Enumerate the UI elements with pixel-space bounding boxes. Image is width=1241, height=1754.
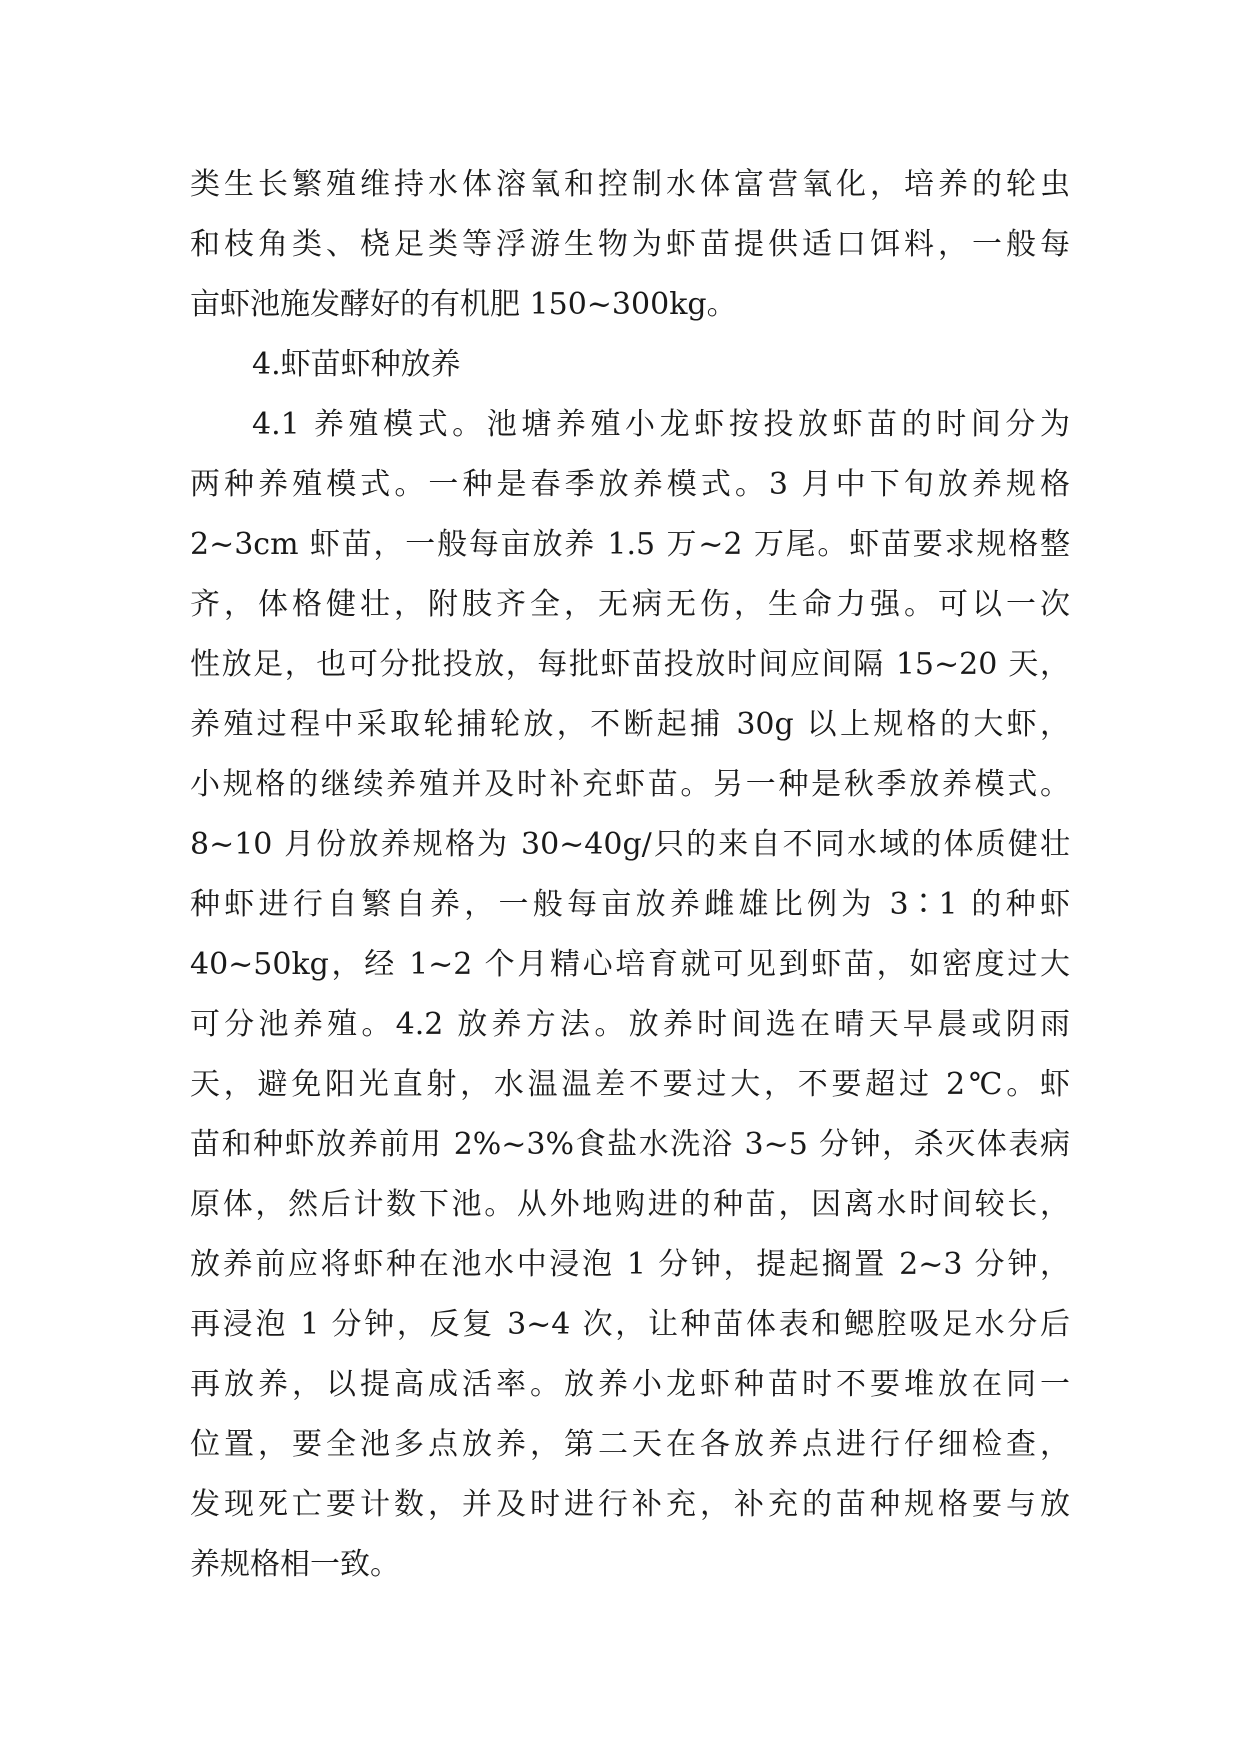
text-line: 位置，要全池多点放养，第二天在各放养点进行仔细检查， bbox=[190, 1427, 1070, 1462]
text-line: 8~10 月份放养规格为 30~40g/只的来自不同水域的体质健壮 bbox=[190, 827, 1070, 862]
text-line: 亩虾池施发酵好的有机肥 150~300kg。 bbox=[190, 287, 737, 322]
text-line: 和枝角类、桡足类等浮游生物为虾苗提供适口饵料，一般每 bbox=[190, 227, 1070, 262]
text-line: 4.1 养殖模式。池塘养殖小龙虾按投放虾苗的时间分为 bbox=[252, 407, 1070, 442]
text-line: 两种养殖模式。一种是春季放养模式。3 月中下旬放养规格 bbox=[190, 467, 1070, 502]
section-heading: 4.虾苗虾种放养 bbox=[252, 347, 461, 382]
text-line: 天，避免阳光直射，水温温差不要过大，不要超过 2℃。虾 bbox=[190, 1067, 1070, 1102]
text-line: 性放足，也可分批投放，每批虾苗投放时间应间隔 15~20 天， bbox=[190, 647, 1070, 682]
text-line: 再浸泡 1 分钟，反复 3~4 次，让种苗体表和鳃腔吸足水分后 bbox=[190, 1307, 1070, 1342]
text-line: 养规格相一致。 bbox=[190, 1547, 400, 1582]
text-line: 小规格的继续养殖并及时补充虾苗。另一种是秋季放养模式。 bbox=[190, 767, 1070, 802]
text-line: 原体，然后计数下池。从外地购进的种苗，因离水时间较长， bbox=[190, 1187, 1070, 1222]
text-line: 可分池养殖。4.2 放养方法。放养时间选在晴天早晨或阴雨 bbox=[190, 1007, 1070, 1042]
text-line: 发现死亡要计数，并及时进行补充，补充的苗种规格要与放 bbox=[190, 1487, 1070, 1522]
text-line: 养殖过程中采取轮捕轮放，不断起捕 30g 以上规格的大虾， bbox=[190, 707, 1070, 742]
text-line: 40~50kg，经 1~2 个月精心培育就可见到虾苗，如密度过大 bbox=[190, 947, 1070, 982]
text-line: 苗和种虾放养前用 2%~3%食盐水洗浴 3~5 分钟，杀灭体表病 bbox=[190, 1127, 1070, 1162]
text-line: 再放养，以提高成活率。放养小龙虾种苗时不要堆放在同一 bbox=[190, 1367, 1070, 1402]
text-line: 类生长繁殖维持水体溶氧和控制水体富营氧化，培养的轮虫 bbox=[190, 167, 1070, 202]
text-line: 齐，体格健壮，附肢齐全，无病无伤，生命力强。可以一次 bbox=[190, 587, 1070, 622]
text-line: 2~3cm 虾苗，一般每亩放养 1.5 万~2 万尾。虾苗要求规格整 bbox=[190, 527, 1070, 562]
text-line: 放养前应将虾种在池水中浸泡 1 分钟，提起搁置 2~3 分钟， bbox=[190, 1247, 1070, 1282]
text-line: 种虾进行自繁自养，一般每亩放养雌雄比例为 3∶1 的种虾 bbox=[190, 887, 1070, 922]
